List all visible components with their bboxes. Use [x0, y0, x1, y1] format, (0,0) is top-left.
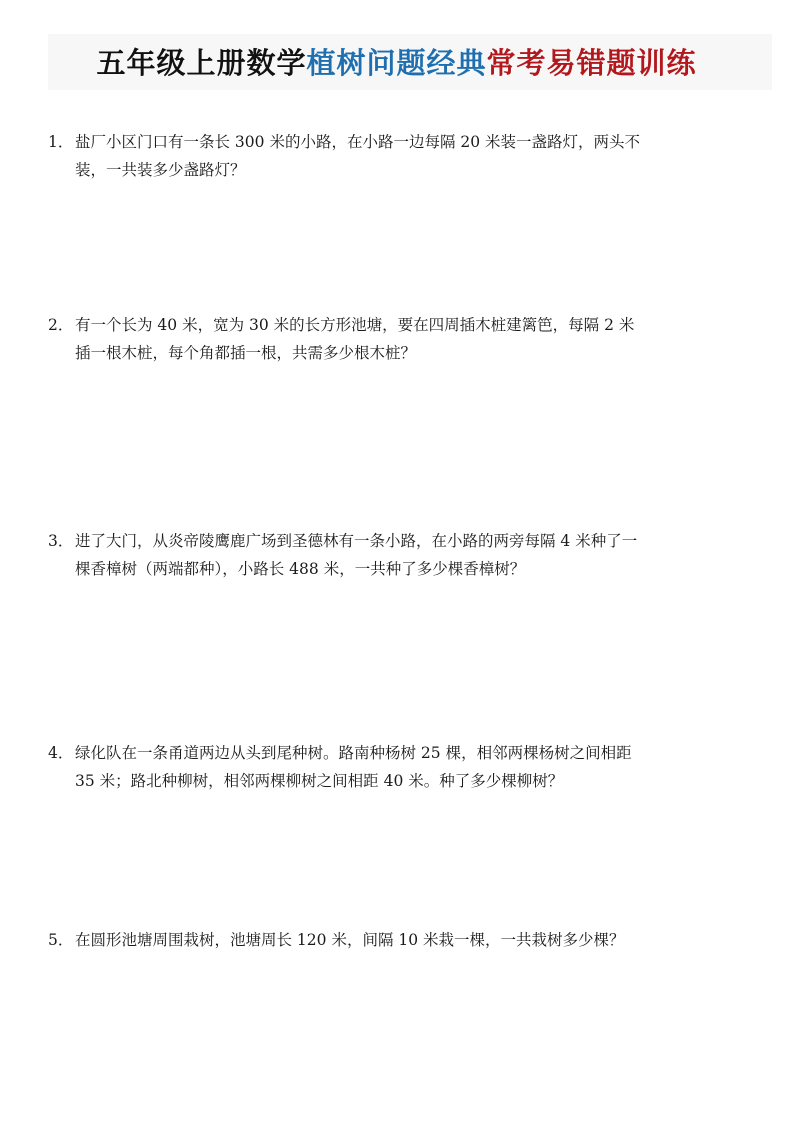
question-number: 3． — [48, 532, 74, 550]
page-title — [0, 38, 793, 88]
question-text-line: 盐厂小区门口有一条长 300 米的小路，在小路一边每隔 20 米装一盏路灯，两头不 — [75, 133, 641, 151]
question-text-line: 在圆形池塘周围栽树，池塘周长 120 米，间隔 10 米栽一棵，一共栽树多少棵？ — [75, 931, 625, 949]
title-part-practice: 常考易错题训练 — [486, 46, 697, 80]
question-1 — [48, 128, 760, 184]
question-number: 5． — [48, 931, 74, 949]
question-2 — [48, 311, 760, 367]
question-text-line: 棵香樟树（两端都种），小路长 488 米，一共种了多少棵香樟树？ — [75, 560, 526, 578]
question-number: 2． — [48, 316, 74, 334]
question-text-line: 进了大门，从炎帝陵鹰鹿广场到圣德林有一条小路，在小路的两旁每隔 4 米种了一 — [75, 532, 638, 550]
question-4 — [48, 739, 760, 795]
title-part-topic: 植树问题经典 — [306, 46, 487, 80]
question-text-line: 插一根木桩，每个角都插一根，共需多少根木桩？ — [75, 344, 417, 362]
question-text-line: 35 米；路北种柳树，相邻两棵柳树之间相距 40 米。种了多少棵柳树？ — [75, 772, 564, 790]
question-text-line: 装，一共装多少盏路灯？ — [75, 161, 246, 179]
question-3 — [48, 527, 760, 583]
question-text-line: 有一个长为 40 米，宽为 30 米的长方形池塘，要在四周插木桩建篱笆，每隔 2 米 — [75, 316, 635, 334]
question-number: 4． — [48, 744, 74, 762]
title-part-grade: 五年级上册数学 — [96, 46, 307, 80]
question-number: 1． — [48, 133, 74, 151]
question-5 — [48, 926, 760, 954]
question-text-line: 绿化队在一条甬道两边从头到尾种树。路南种杨树 25 棵，相邻两棵杨树之间相距 — [75, 744, 632, 762]
